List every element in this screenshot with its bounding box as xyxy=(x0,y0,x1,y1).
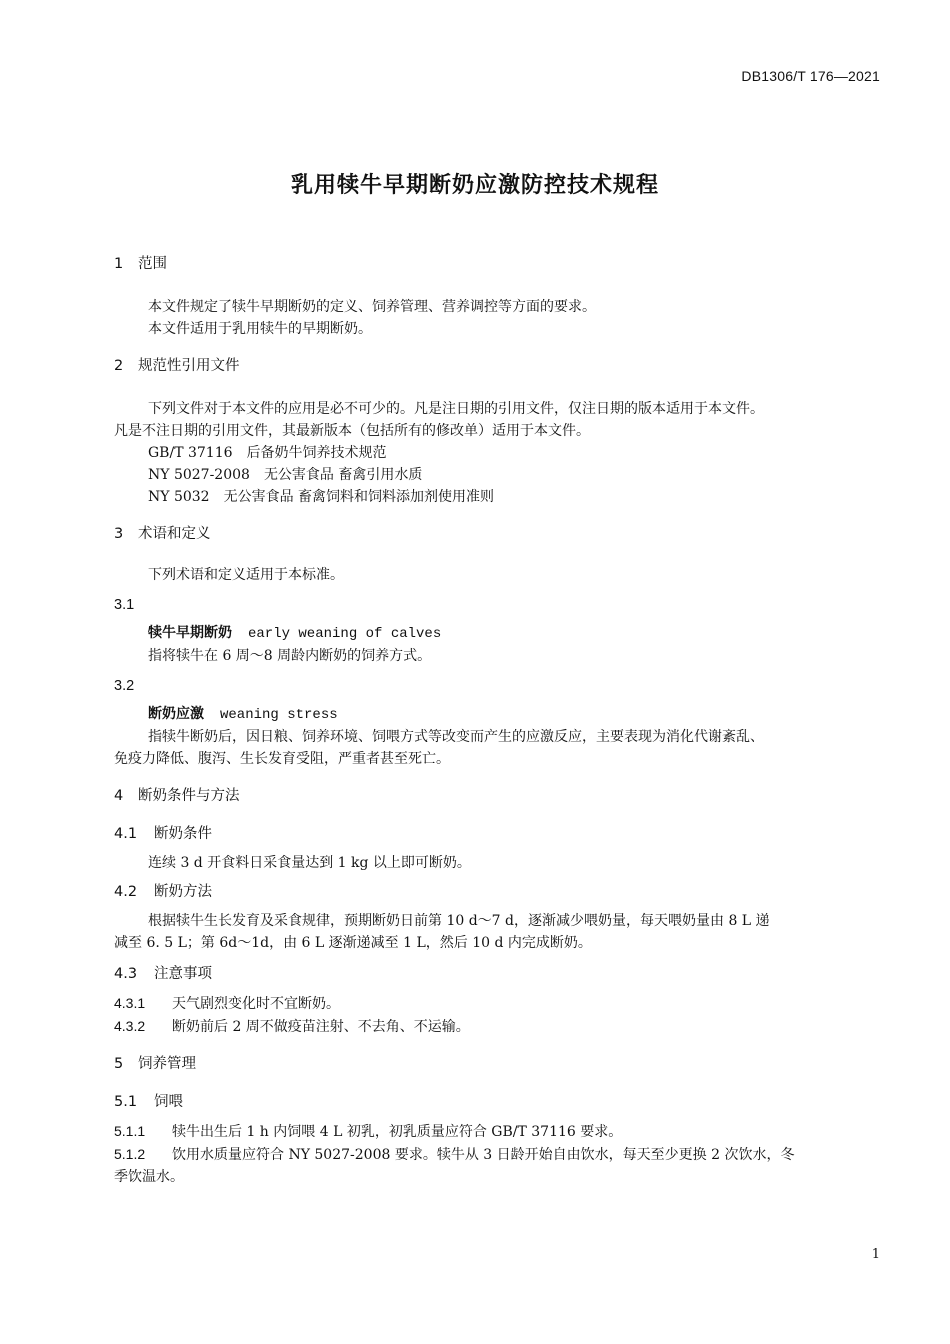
section-title: 饲养管理 xyxy=(138,1056,196,1072)
reference-name: 无公害食品 畜禽引用水质 xyxy=(263,467,423,483)
section-3-heading xyxy=(114,522,884,546)
section-number: 4 xyxy=(114,788,124,804)
document-title: 乳用犊牛早期断奶应激防控技术规程 xyxy=(290,173,659,198)
paragraph: 下列术语和定义适用于本标准。 xyxy=(148,567,344,583)
section-title: 范围 xyxy=(138,256,167,272)
list-item xyxy=(114,992,884,1015)
item-text: 犊牛出生后 1 h 内饲喂 4 L 初乳，初乳质量应符合 GB/T 37116 要求。 xyxy=(172,1124,623,1140)
term-english: early weaning of calves xyxy=(248,626,442,642)
reference-code: NY 5027-2008 xyxy=(148,467,250,483)
paragraph: 本文件规定了犊牛早期断奶的定义、饲养管理、营养调控等方面的要求。 xyxy=(148,299,596,315)
subsection-title: 断奶条件 xyxy=(154,826,212,842)
subsection-4-2-heading xyxy=(114,880,884,904)
section-number: 1 xyxy=(114,256,124,272)
paragraph: 下列文件对于本文件的应用是必不可少的。凡是注日期的引用文件，仅注日期的版本适用于本文件。 xyxy=(148,401,764,417)
list-item xyxy=(114,1015,884,1038)
paragraph: 连续 3 d 开食料日采食量达到 1 kg 以上即可断奶。 xyxy=(148,855,471,871)
paragraph: 凡是不注日期的引用文件，其最新版本（包括所有的修改单）适用于本文件。 xyxy=(114,423,590,439)
section-1-heading xyxy=(114,252,884,276)
item-number: 4.3.1 xyxy=(114,995,146,1011)
paragraph: 根据犊牛生长发育及采食规律，预期断奶日前第 10 d～7 d，逐渐减少喂奶量，每天喂奶量由 8 L 递 xyxy=(148,913,770,929)
item-number: 5.1.2 xyxy=(114,1146,146,1162)
subsection-number: 4.2 xyxy=(114,884,138,900)
section-number: 3 xyxy=(114,526,124,542)
reference-item xyxy=(114,442,884,464)
term-definition: 免疫力降低、腹泻、生长发育受阻，严重者甚至死亡。 xyxy=(114,751,450,767)
list-item xyxy=(114,1143,884,1166)
subsection-number: 4.3 xyxy=(114,966,138,982)
paragraph: 减至 6. 5 L；第 6d～1d，由 6 L 逐渐递减至 1 L，然后 10 d 内完成断奶。 xyxy=(114,935,592,951)
reference-item xyxy=(114,486,884,508)
reference-code: NY 5032 xyxy=(148,489,210,505)
document-code: DB1306/T 176—2021 xyxy=(741,68,880,84)
term-chinese: 断奶应激 xyxy=(148,706,204,722)
item-text: 断奶前后 2 周不做疫苗注射、不去角、不运输。 xyxy=(172,1019,470,1035)
subsection-4-1-heading xyxy=(114,822,884,846)
item-number: 5.1.1 xyxy=(114,1123,146,1139)
term-entry xyxy=(114,622,884,645)
section-2-heading xyxy=(114,354,884,378)
term-definition: 指将犊牛在 6 周～8 周龄内断奶的饲养方式。 xyxy=(148,648,432,664)
subsection-5-1-heading xyxy=(114,1090,884,1114)
document-body xyxy=(114,252,884,1188)
term-english: weaning stress xyxy=(220,707,338,723)
section-number: 5 xyxy=(114,1056,124,1072)
reference-item xyxy=(114,464,884,486)
section-4-heading xyxy=(114,784,884,808)
subsection-title: 饲喂 xyxy=(154,1094,183,1110)
subsection-4-3-heading xyxy=(114,962,884,986)
subsection-number: 4.1 xyxy=(114,826,138,842)
term-number: 3.1 xyxy=(114,597,135,613)
subsection-number: 5.1 xyxy=(114,1094,138,1110)
section-title: 断奶条件与方法 xyxy=(138,788,240,804)
section-5-heading xyxy=(114,1052,884,1076)
list-item-continuation: 季饮温水。 xyxy=(114,1169,184,1185)
reference-code: GB/T 37116 xyxy=(148,445,233,461)
reference-name: 无公害食品 畜禽饲料和饲料添加剂使用准则 xyxy=(223,489,495,505)
subsection-title: 断奶方法 xyxy=(154,884,212,900)
item-text: 饮用水质量应符合 NY 5027-2008 要求。犊牛从 3 日龄开始自由饮水，每天至少更换 2 次饮水，冬 xyxy=(172,1147,795,1163)
term-entry xyxy=(114,703,884,726)
reference-name: 后备奶牛饲养技术规范 xyxy=(246,445,387,461)
term-number: 3.2 xyxy=(114,678,135,694)
section-number: 2 xyxy=(114,358,124,374)
term-definition: 指犊牛断奶后，因日粮、饲养环境、饲喂方式等改变而产生的应激反应，主要表现为消化代谢紊乱、 xyxy=(148,729,764,745)
paragraph: 本文件适用于乳用犊牛的早期断奶。 xyxy=(148,321,372,337)
subsection-title: 注意事项 xyxy=(154,966,212,982)
section-title: 术语和定义 xyxy=(138,526,211,542)
term-chinese: 犊牛早期断奶 xyxy=(148,625,232,641)
item-text: 天气剧烈变化时不宜断奶。 xyxy=(172,996,340,1012)
item-number: 4.3.2 xyxy=(114,1018,146,1034)
section-title: 规范性引用文件 xyxy=(138,358,240,374)
list-item xyxy=(114,1120,884,1143)
page-number: 1 xyxy=(871,1247,880,1262)
